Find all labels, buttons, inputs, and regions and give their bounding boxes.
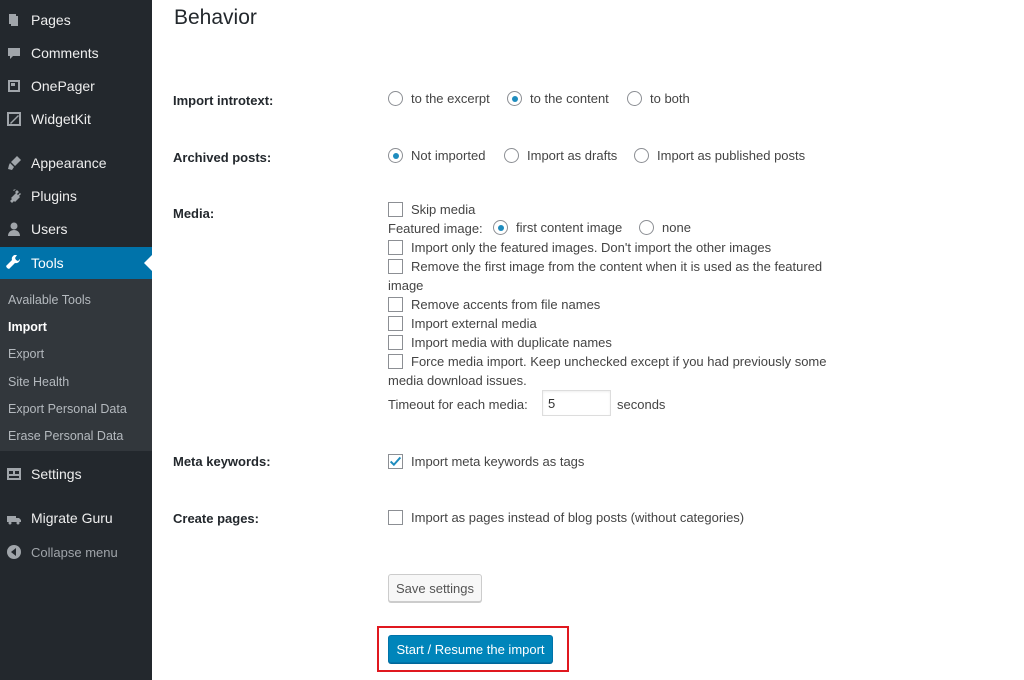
radio-button[interactable] [627, 91, 642, 106]
sidebar-item-label: Users [31, 221, 68, 237]
option-label: to the content [530, 91, 609, 106]
radio-button-selected[interactable] [388, 148, 403, 163]
sidebar-item-label: Settings [31, 466, 82, 482]
radio-button-selected[interactable] [507, 91, 522, 106]
checkbox-checked[interactable] [388, 454, 403, 469]
checkbox[interactable] [388, 259, 403, 274]
sidebar-item-tools[interactable] [0, 247, 152, 279]
option-label: Import meta keywords as tags [411, 454, 585, 469]
migrate-guru-icon [5, 509, 23, 527]
option-label: Remove accents from file names [411, 297, 601, 312]
media-label: Media: [173, 206, 215, 221]
archived-option-not-imported[interactable] [388, 148, 485, 163]
option-label: Import media with duplicate names [411, 335, 612, 350]
force-media-import-checkbox[interactable] [388, 354, 827, 369]
intro-option-both[interactable] [627, 91, 690, 106]
checkbox[interactable] [388, 240, 403, 255]
radio-button[interactable] [388, 91, 403, 106]
intro-option-excerpt[interactable] [388, 91, 490, 106]
tools-submenu [0, 279, 152, 451]
collapse-menu-label: Collapse menu [31, 544, 118, 560]
radio-button-selected[interactable] [493, 220, 508, 235]
sidebar-item-pages[interactable] [0, 6, 152, 34]
create-pages-label: Create pages: [173, 511, 259, 526]
sidebar-item-plugins[interactable] [0, 182, 152, 210]
intro-label: Import introtext: [173, 93, 274, 108]
timeout-label: Timeout for each media: [388, 397, 528, 412]
option-label: Skip media [411, 202, 476, 217]
option-label: Remove the first image from the content when it is used as the featured [411, 259, 823, 274]
archived-option-drafts[interactable] [504, 148, 617, 163]
submenu-erase-personal-data[interactable]: Erase Personal Data [8, 429, 124, 443]
timeout-unit: seconds [617, 397, 666, 412]
submenu-available-tools[interactable]: Available Tools [8, 293, 91, 307]
option-label: none [662, 220, 691, 235]
checkbox[interactable] [388, 335, 403, 350]
timeout-input[interactable]: 5 [542, 390, 611, 416]
plugins-icon [5, 187, 23, 205]
sidebar-item-label: Pages [31, 12, 71, 28]
duplicate-names-checkbox[interactable] [388, 335, 612, 350]
archived-label: Archived posts: [173, 150, 272, 165]
sidebar-item-comments[interactable] [0, 39, 152, 67]
featured-option-first[interactable] [493, 220, 622, 235]
sidebar-item-settings[interactable] [0, 460, 152, 488]
settings-icon [5, 465, 23, 483]
featured-image-label: Featured image: [388, 221, 483, 236]
remove-first-image-checkbox[interactable] [388, 259, 822, 274]
archived-option-published[interactable] [634, 148, 805, 163]
option-label: first content image [516, 220, 623, 235]
option-label: Force media import. Keep unchecked except if you had previously some [411, 354, 827, 369]
option-label: Not imported [411, 148, 486, 163]
submenu-export[interactable]: Export [8, 347, 45, 361]
sidebar-item-onepager[interactable] [0, 72, 152, 100]
meta-keywords-label: Meta keywords: [173, 454, 271, 469]
radio-button[interactable] [504, 148, 519, 163]
submenu-export-personal-data[interactable]: Export Personal Data [8, 402, 127, 416]
featured-option-none[interactable] [639, 220, 691, 235]
comments-icon [5, 44, 23, 62]
main-content [152, 0, 1024, 680]
skip-media-checkbox[interactable] [388, 202, 475, 217]
meta-keywords-checkbox[interactable] [388, 454, 584, 469]
checkbox[interactable] [388, 202, 403, 217]
page-title: Behavior [174, 6, 257, 29]
checkbox[interactable] [388, 297, 403, 312]
sidebar-item-label: Appearance [31, 155, 107, 171]
create-pages-checkbox[interactable] [388, 510, 744, 525]
checkmark-icon [389, 455, 402, 468]
option-label: Import external media [411, 316, 537, 331]
start-import-button[interactable]: Start / Resume the import [388, 635, 553, 663]
submenu-site-health[interactable]: Site Health [8, 375, 70, 389]
option-label: Import only the featured images. Don't import the other images [411, 240, 772, 255]
sidebar-item-label: WidgetKit [31, 111, 91, 127]
remove-first-image-continuation: image [388, 278, 424, 293]
import-external-checkbox[interactable] [388, 316, 537, 331]
option-label: Import as pages instead of blog posts (without categories) [411, 510, 745, 525]
collapse-menu-button[interactable] [0, 538, 152, 566]
tools-icon [5, 254, 23, 272]
users-icon [5, 220, 23, 238]
pages-icon [5, 11, 23, 29]
radio-button[interactable] [634, 148, 649, 163]
sidebar-item-label: Comments [31, 45, 99, 61]
only-featured-checkbox[interactable] [388, 240, 771, 255]
checkbox[interactable] [388, 316, 403, 331]
option-label: Import as published posts [657, 148, 806, 163]
sidebar-item-migrate-guru[interactable] [0, 504, 152, 532]
checkbox[interactable] [388, 510, 403, 525]
sidebar-item-label: Plugins [31, 188, 77, 204]
sidebar-item-users[interactable] [0, 215, 152, 243]
force-media-import-continuation: media download issues. [388, 373, 527, 388]
sidebar-item-widgetkit[interactable] [0, 105, 152, 133]
sidebar-item-label: OnePager [31, 78, 95, 94]
option-label: Import as drafts [527, 148, 618, 163]
remove-accents-checkbox[interactable] [388, 297, 600, 312]
sidebar-item-appearance[interactable] [0, 149, 152, 177]
intro-option-content[interactable] [507, 91, 609, 106]
checkbox[interactable] [388, 354, 403, 369]
onepager-icon [5, 77, 23, 95]
sidebar-item-label: Migrate Guru [31, 510, 113, 526]
save-settings-button[interactable]: Save settings [388, 574, 482, 602]
sidebar-item-label: Tools [31, 255, 64, 271]
widgetkit-icon [5, 110, 23, 128]
admin-sidebar [0, 0, 152, 680]
radio-button[interactable] [639, 220, 654, 235]
submenu-import[interactable]: Import [8, 320, 47, 334]
appearance-icon [5, 154, 23, 172]
collapse-arrow-icon [5, 543, 23, 561]
option-label: to both [650, 91, 690, 106]
active-menu-arrow [144, 255, 152, 271]
option-label: to the excerpt [411, 91, 490, 106]
